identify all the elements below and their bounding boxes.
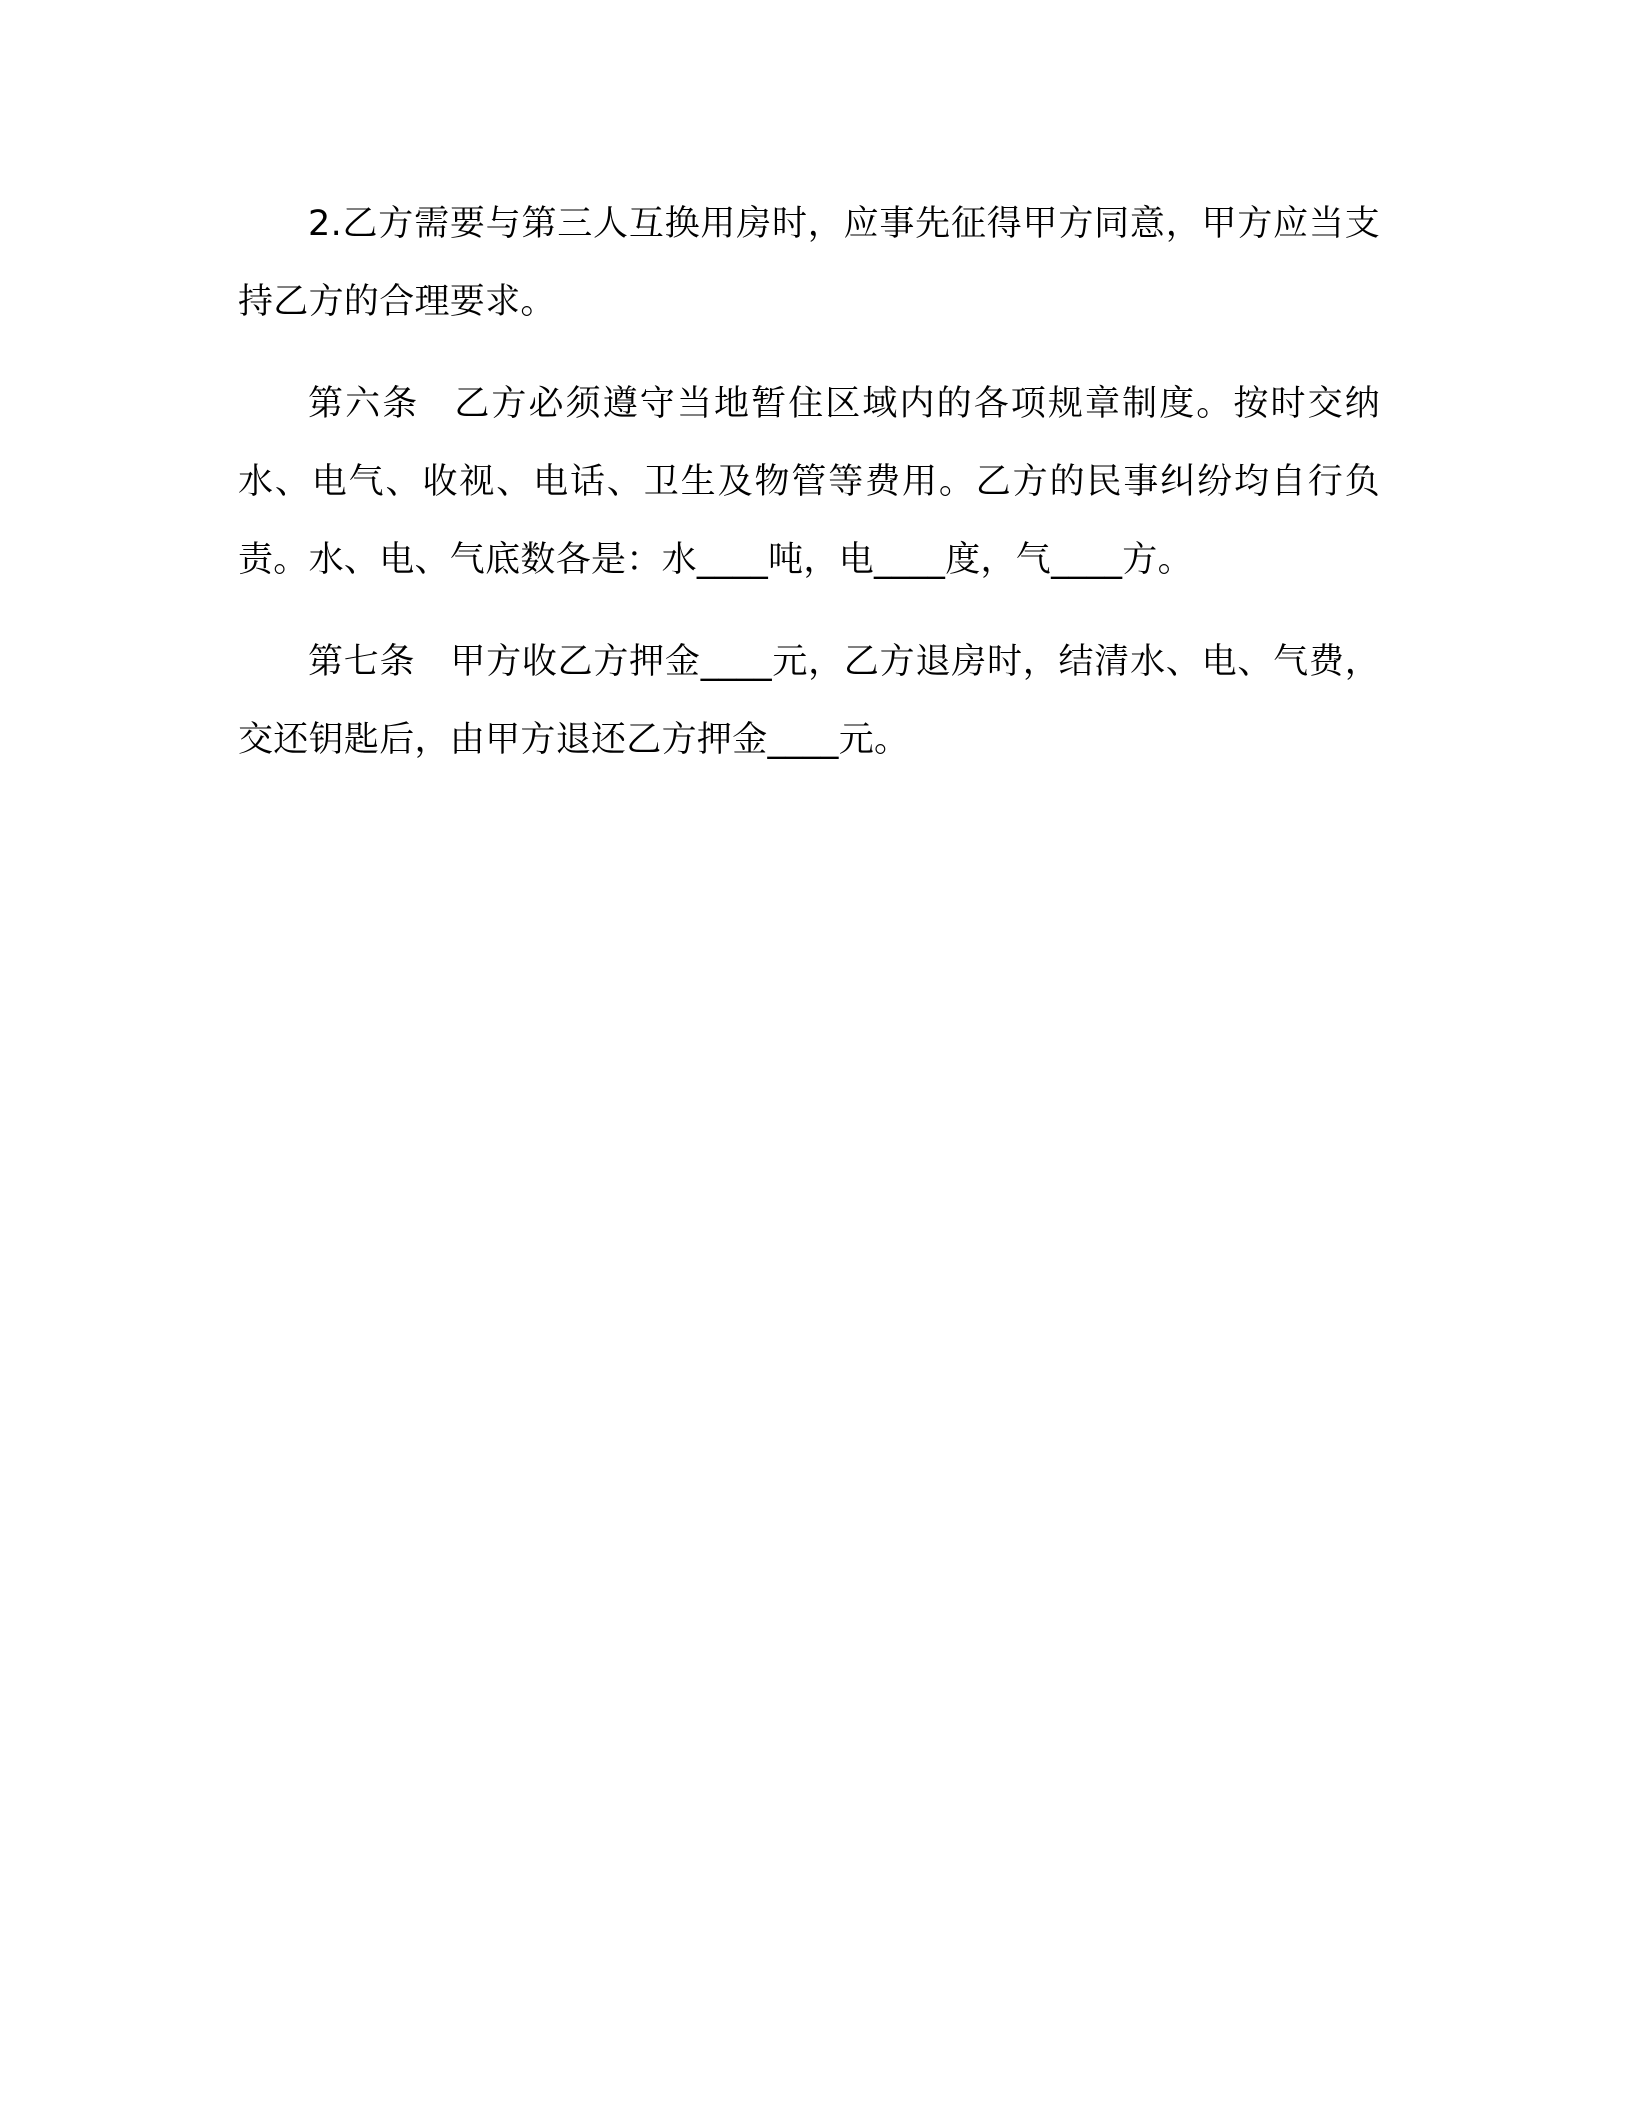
clause-6 <box>238 365 1380 599</box>
clause-text: 乙方必须遵守当地暂住区域内的各项规章制度。按时交纳水、电气、收视、电话、卫生及物管等费用。乙方的民事纠纷均自行负责。水、电、气底数各是：水____吨，电____度，气____方。 <box>238 384 1380 580</box>
clause-label: 第六条 <box>308 384 420 424</box>
document-body <box>238 185 1380 779</box>
clause-text: 甲方收乙方押金____元，乙方退房时，结清水、电、气费，交还钥匙后，由甲方退还乙方押金____元。 <box>238 642 1380 760</box>
clause-label: 第七条 <box>308 642 416 682</box>
clause-7 <box>238 623 1380 779</box>
paragraph-text: 2.乙方需要与第三人互换用房时，应事先征得甲方同意，甲方应当支持乙方的合理要求。 <box>238 204 1380 322</box>
paragraph-item-2 <box>238 185 1380 341</box>
